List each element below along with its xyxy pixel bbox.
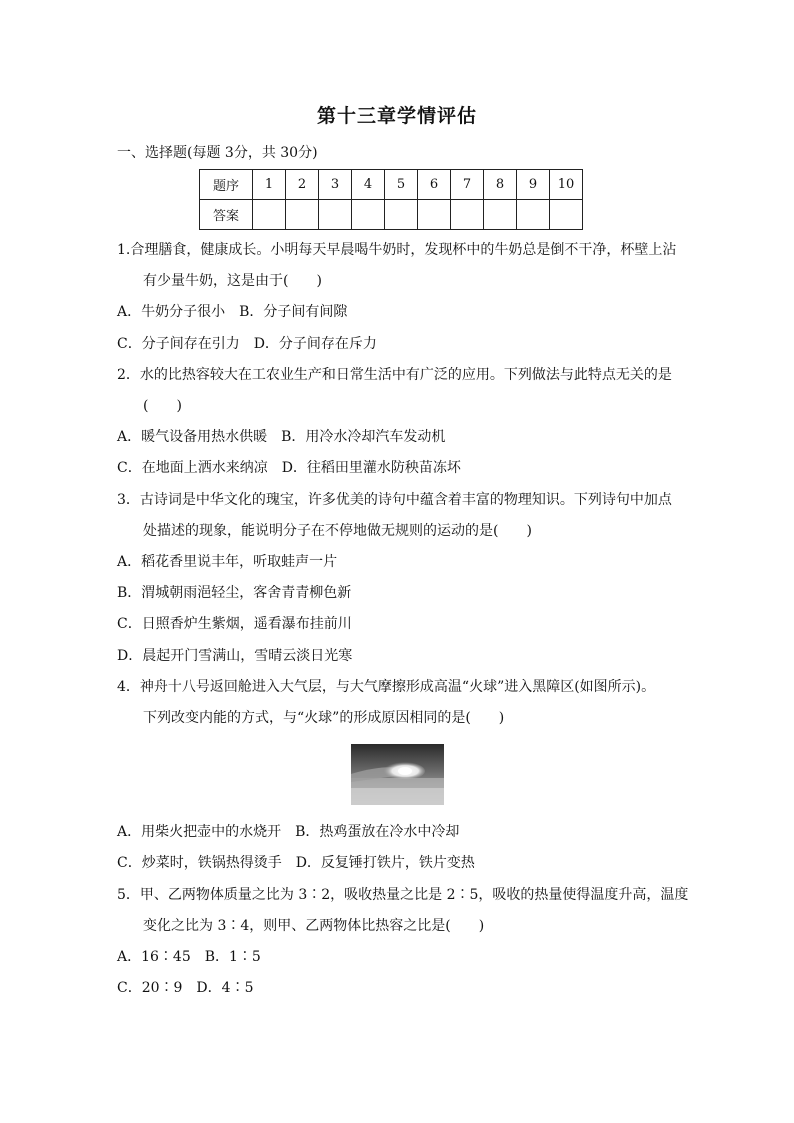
answer-table (199, 169, 583, 230)
question-2-options-cd: C．在地面上洒水来纳凉 D．往稻田里灌水防秧苗冻坏 (117, 460, 461, 476)
answer-cell[interactable] (352, 200, 385, 230)
question-2-options-ab: A．暖气设备用热水供暖 B．用冷水冷却汽车发动机 (117, 429, 446, 445)
answer-row (200, 200, 583, 230)
question-4-stem: 4．神舟十八号返回舱进入大气层，与大气摩擦形成高温“火球”进入黑障区(如图所示)。 (117, 679, 656, 695)
question-5-stem-cont: 变化之比为 3∶4，则甲、乙两物体比热容之比是( ) (143, 918, 485, 934)
question-number-cell: 6 (418, 170, 451, 200)
question-3-option-a: A．稻花香里说丰年，听取蛙声一片 (117, 554, 338, 570)
question-number-cell: 8 (484, 170, 517, 200)
page-title: 第十三章学情评估 (316, 105, 477, 127)
answer-cell[interactable] (286, 200, 319, 230)
question-number-row (200, 170, 583, 200)
question-1-stem-cont: 有少量牛奶，这是由于( ) (143, 273, 322, 289)
question-1-stem: 1.合理膳食，健康成长。小明每天早晨喝牛奶时，发现杯中的牛奶总是倒不干净，杯壁上沾 (117, 242, 677, 258)
question-3-option-b: B．渭城朝雨浥轻尘，客舍青青柳色新 (117, 585, 352, 601)
question-5-options-ab: A．16∶45 B．1∶5 (117, 949, 261, 965)
answer-cell[interactable] (517, 200, 550, 230)
question-number-cell: 2 (286, 170, 319, 200)
answer-cell[interactable] (385, 200, 418, 230)
question-5-options-cd: C．20∶9 D．4∶5 (117, 980, 254, 996)
question-number-cell: 3 (319, 170, 352, 200)
question-number-cell: 4 (352, 170, 385, 200)
question-4-options-cd: C．炒菜时，铁锅热得烫手 D．反复锤打铁片，铁片变热 (117, 855, 475, 871)
question-3-option-d: D．晨起开门雪满山，雪晴云淡日光寒 (117, 648, 353, 664)
reentry-capsule-photo (351, 744, 444, 805)
question-3-stem: 3．古诗词是中华文化的瑰宝，许多优美的诗句中蕴含着丰富的物理知识。下列诗句中加点 (117, 492, 672, 508)
question-number-cell: 1 (253, 170, 286, 200)
row-label-question-number: 题序 (200, 170, 253, 200)
question-2-stem-cont: ( ) (143, 398, 182, 414)
answer-cell[interactable] (451, 200, 484, 230)
question-number-cell: 9 (517, 170, 550, 200)
question-2-stem: 2．水的比热容较大在工农业生产和日常生活中有广泛的应用。下列做法与此特点无关的是 (117, 367, 672, 383)
question-4-options-ab: A．用柴火把壶中的水烧开 B．热鸡蛋放在冷水中冷却 (117, 824, 460, 840)
answer-cell[interactable] (550, 200, 583, 230)
section-heading: 一、选择题(每题 3分，共 30分) (117, 145, 318, 161)
answer-cell[interactable] (319, 200, 352, 230)
question-3-stem-cont: 处描述的现象，能说明分子在不停地做无规则的运动的是( ) (143, 523, 532, 539)
question-number-cell: 7 (451, 170, 484, 200)
question-3-option-c: C．日照香炉生紫烟，遥看瀑布挂前川 (117, 616, 352, 632)
row-label-answer: 答案 (200, 200, 253, 230)
question-5-stem: 5．甲、乙两物体质量之比为 3∶2，吸收热量之比是 2∶5，吸收的热量使得温度升高，温度 (117, 887, 689, 903)
question-1-options-ab: A．牛奶分子很小 B．分子间有间隙 (117, 304, 348, 320)
answer-cell[interactable] (253, 200, 286, 230)
question-1-options-cd: C．分子间存在引力 D．分子间存在斥力 (117, 336, 377, 352)
question-number-cell: 10 (550, 170, 583, 200)
answer-cell[interactable] (484, 200, 517, 230)
question-4-stem-cont: 下列改变内能的方式，与“火球”的形成原因相同的是( ) (143, 710, 505, 726)
question-number-cell: 5 (385, 170, 418, 200)
answer-cell[interactable] (418, 200, 451, 230)
